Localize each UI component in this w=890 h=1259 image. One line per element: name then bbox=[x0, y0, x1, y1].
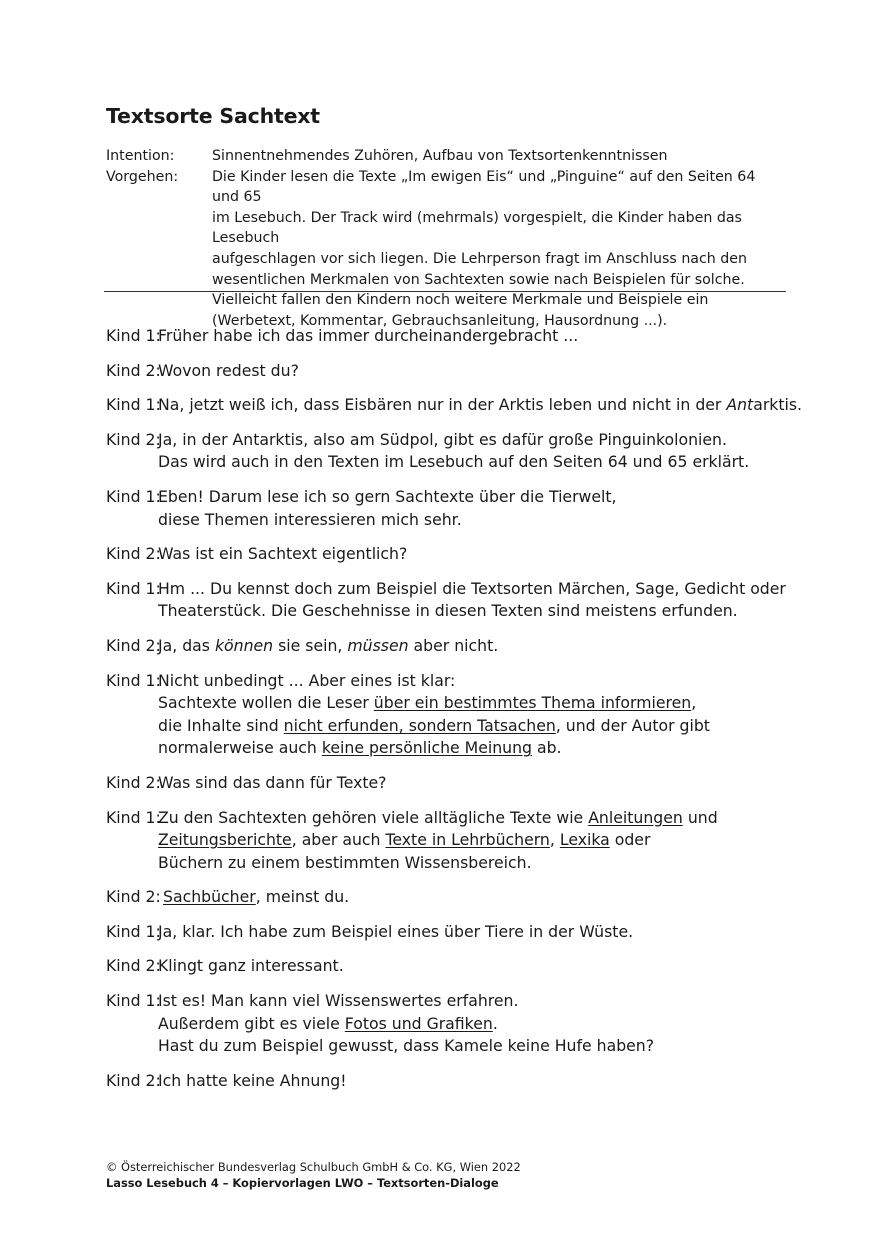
text-run: Eben! Darum lese ich so gern Sachtexte über die Tierwelt, bbox=[158, 486, 617, 506]
underlined-key-term: Texte in Lehrbüchern bbox=[385, 830, 550, 850]
dialogue-turn bbox=[106, 921, 786, 944]
speaker-label: Kind 2: bbox=[106, 772, 161, 792]
page-title: Textsorte Sachtext bbox=[106, 104, 320, 128]
section-divider bbox=[104, 291, 786, 292]
text-run: Außerdem gibt es viele bbox=[158, 1013, 345, 1033]
turn-line bbox=[158, 1035, 786, 1058]
speaker-label: Kind 1: bbox=[106, 326, 161, 345]
text-run: Zu den Sachtexten gehören viele alltägliche Texte wie bbox=[158, 807, 589, 827]
turn-line bbox=[158, 600, 786, 623]
underlined-key-term: keine persönliche Meinung bbox=[321, 738, 532, 758]
emphasis-text: müssen bbox=[347, 635, 409, 655]
turn-line bbox=[158, 635, 786, 658]
text-run: diese Themen interessieren mich sehr. bbox=[158, 509, 462, 529]
underlined-key-term: über ein bestimmtes Thema informieren bbox=[373, 693, 692, 713]
procedure-line: (Werbetext, Kommentar, Gebrauchsanleitung, Hausordnung ...). bbox=[212, 312, 668, 329]
turn-line bbox=[158, 509, 786, 532]
turn-text bbox=[158, 486, 786, 531]
procedure-line: Die Kinder lesen die Texte „Im ewigen Eis“ und „Pinguine“ auf den Seiten 64 und 65 bbox=[212, 168, 756, 206]
turn-text bbox=[158, 1070, 786, 1093]
speaker-label: Kind 2: bbox=[106, 956, 161, 976]
text-run: Ich hatte keine Ahnung! bbox=[158, 1070, 347, 1090]
speaker-label: Kind 1: bbox=[106, 991, 161, 1011]
text-run: Nicht unbedingt ... Aber eines ist klar: bbox=[158, 670, 456, 690]
turn-line bbox=[158, 955, 786, 978]
text-run: Ja, klar. Ich habe zum Beispiel eines über Tiere in der Wüste. bbox=[158, 921, 634, 941]
text-run: Na, jetzt weiß ich, dass Eisbären nur in der Arktis leben und nicht in der bbox=[158, 395, 727, 415]
speaker-label: Kind 2: bbox=[106, 887, 161, 907]
emphasis-text: Ant bbox=[726, 395, 754, 415]
text-run: Das wird auch in den Texten im Lesebuch auf den Seiten 64 und 65 erklärt. bbox=[158, 452, 750, 472]
turn-line bbox=[158, 886, 786, 909]
procedure-row bbox=[106, 167, 786, 332]
turn-text bbox=[158, 670, 786, 760]
text-run: Ja, in der Antarktis, also am Südpol, gibt es dafür große Pinguinkolonien. bbox=[158, 429, 727, 449]
turn-line bbox=[158, 852, 786, 875]
dialogue-turn bbox=[106, 360, 786, 383]
dialogue-turn bbox=[106, 543, 786, 566]
text-run: normalerweise auch bbox=[158, 738, 322, 758]
text-run: aber nicht. bbox=[408, 635, 499, 655]
turn-text bbox=[158, 772, 786, 795]
turn-text bbox=[158, 325, 786, 348]
turn-line bbox=[158, 990, 786, 1013]
underlined-key-term: Lexika bbox=[559, 830, 610, 850]
turn-text bbox=[158, 886, 786, 909]
turn-line bbox=[158, 807, 786, 830]
turn-text bbox=[158, 578, 786, 623]
procedure-line: aufgeschlagen vor sich liegen. Die Lehrperson fragt im Anschluss nach den bbox=[212, 250, 748, 267]
text-run: Was sind das dann für Texte? bbox=[158, 772, 387, 792]
turn-text bbox=[158, 921, 786, 944]
copyright-notice: © Österreichischer Bundesverlag Schulbuch GmbH & Co. KG, Wien 2022 bbox=[106, 1160, 521, 1174]
underlined-key-term: Sachbücher bbox=[163, 887, 256, 907]
turn-line bbox=[158, 1070, 786, 1093]
emphasis-text: können bbox=[214, 635, 274, 655]
turn-text bbox=[158, 360, 786, 383]
speaker-label: Kind 2: bbox=[106, 544, 161, 564]
turn-line bbox=[158, 1013, 786, 1036]
turn-text bbox=[158, 543, 786, 566]
turn-line bbox=[158, 486, 786, 509]
text-run: Früher habe ich das immer durcheinandergebracht ... bbox=[158, 326, 579, 345]
text-run: Hast du zum Beispiel gewusst, dass Kamele keine Hufe haben? bbox=[158, 1036, 655, 1056]
text-run: die Inhalte sind bbox=[158, 715, 284, 735]
text-run: Ja, das bbox=[158, 635, 215, 655]
text-run: Wovon redest du? bbox=[158, 360, 299, 380]
turn-line bbox=[158, 543, 786, 566]
underlined-key-term: Anleitungen bbox=[588, 807, 683, 827]
procedure-line: Vielleicht fallen den Kindern noch weitere Merkmale und Beispiele ein bbox=[212, 292, 709, 309]
dialogue bbox=[106, 325, 803, 1104]
speaker-label: Kind 1: bbox=[106, 578, 161, 598]
turn-text bbox=[158, 635, 786, 658]
dialogue-turn bbox=[106, 886, 786, 909]
text-run: , und der Autor gibt bbox=[555, 715, 710, 735]
text-run: , bbox=[549, 830, 560, 850]
text-run: ab. bbox=[532, 738, 562, 758]
underlined-key-term: Fotos und Grafiken bbox=[344, 1013, 493, 1033]
text-run: sie sein, bbox=[273, 635, 348, 655]
turn-text bbox=[158, 807, 786, 875]
dialogue-turn bbox=[106, 578, 786, 623]
turn-line bbox=[158, 772, 786, 795]
speaker-label: Kind 1: bbox=[106, 486, 161, 506]
text-run: arktis. bbox=[753, 395, 803, 415]
turn-text bbox=[158, 990, 786, 1058]
text-run: Hm ... Du kennst doch zum Beispiel die Textsorten Märchen, Sage, Gedicht oder bbox=[158, 578, 786, 598]
dialogue-turn bbox=[106, 394, 803, 417]
text-run: Sachtexte wollen die Leser bbox=[158, 693, 374, 713]
turn-line bbox=[158, 578, 786, 601]
dialogue-turn bbox=[106, 807, 786, 875]
turn-line bbox=[158, 670, 786, 693]
dialogue-turn bbox=[106, 990, 786, 1058]
text-run: und bbox=[682, 807, 718, 827]
speaker-label: Kind 2: bbox=[106, 429, 161, 449]
turn-text bbox=[158, 429, 786, 474]
text-run: oder bbox=[609, 830, 651, 850]
turn-line bbox=[158, 921, 786, 944]
text-run: Theaterstück. Die Geschehnisse in diesen Texten sind meistens erfunden. bbox=[158, 601, 738, 621]
dialogue-turn bbox=[106, 325, 786, 348]
source-reference: Lasso Lesebuch 4 – Kopiervorlagen LWO – Textsorten-Dialoge bbox=[106, 1176, 499, 1190]
dialogue-turn bbox=[106, 955, 786, 978]
text-run: . bbox=[492, 1013, 498, 1033]
turn-line bbox=[158, 325, 786, 348]
speaker-label: Kind 2: bbox=[106, 360, 161, 380]
dialogue-turn bbox=[106, 1070, 786, 1093]
intention-row bbox=[106, 146, 786, 167]
turn-text bbox=[158, 394, 802, 417]
turn-line bbox=[158, 451, 786, 474]
dialogue-turn bbox=[106, 429, 786, 474]
speaker-label: Kind 2: bbox=[106, 635, 161, 655]
turn-line bbox=[158, 737, 786, 760]
text-run: , aber auch bbox=[291, 830, 386, 850]
intention-label: Intention: bbox=[106, 148, 175, 164]
turn-line bbox=[158, 394, 802, 417]
intro-block bbox=[106, 146, 786, 331]
dialogue-turn bbox=[106, 635, 786, 658]
turn-line bbox=[158, 829, 786, 852]
speaker-label: Kind 1: bbox=[106, 670, 161, 690]
speaker-label: Kind 1: bbox=[106, 921, 161, 941]
procedure-line: wesentlichen Merkmalen von Sachtexten sowie nach Beispielen für solche. bbox=[212, 271, 745, 288]
speaker-label: Kind 1: bbox=[106, 395, 161, 415]
turn-text bbox=[158, 955, 786, 978]
text-run: , bbox=[691, 693, 697, 713]
procedure-line: im Lesebuch. Der Track wird (mehrmals) vorgespielt, die Kinder haben das Lesebuch bbox=[212, 209, 742, 247]
speaker-label: Kind 1: bbox=[106, 807, 161, 827]
turn-line bbox=[158, 429, 786, 452]
text-run: Büchern zu einem bestimmten Wissensbereich. bbox=[158, 852, 532, 872]
underlined-key-term: Zeitungsberichte bbox=[158, 830, 292, 850]
page-footer bbox=[106, 1159, 521, 1191]
procedure-text bbox=[212, 167, 786, 332]
dialogue-turn bbox=[106, 670, 786, 760]
dialogue-turn bbox=[106, 772, 786, 795]
text-run: Klingt ganz interessant. bbox=[158, 956, 344, 976]
text-run: Was ist ein Sachtext eigentlich? bbox=[158, 544, 408, 564]
turn-line bbox=[158, 692, 786, 715]
text-run: , meinst du. bbox=[255, 887, 350, 907]
underlined-key-term: nicht erfunden, sondern Tatsachen bbox=[283, 715, 556, 735]
speaker-label: Kind 2: bbox=[106, 1070, 161, 1090]
turn-line bbox=[158, 360, 786, 383]
procedure-label: Vorgehen: bbox=[106, 168, 179, 185]
intention-text: Sinnentnehmendes Zuhören, Aufbau von Textsortenkenntnissen bbox=[212, 148, 668, 164]
turn-line bbox=[158, 715, 786, 738]
text-run: Ist es! Man kann viel Wissenswertes erfahren. bbox=[158, 991, 519, 1011]
dialogue-turn bbox=[106, 486, 786, 531]
